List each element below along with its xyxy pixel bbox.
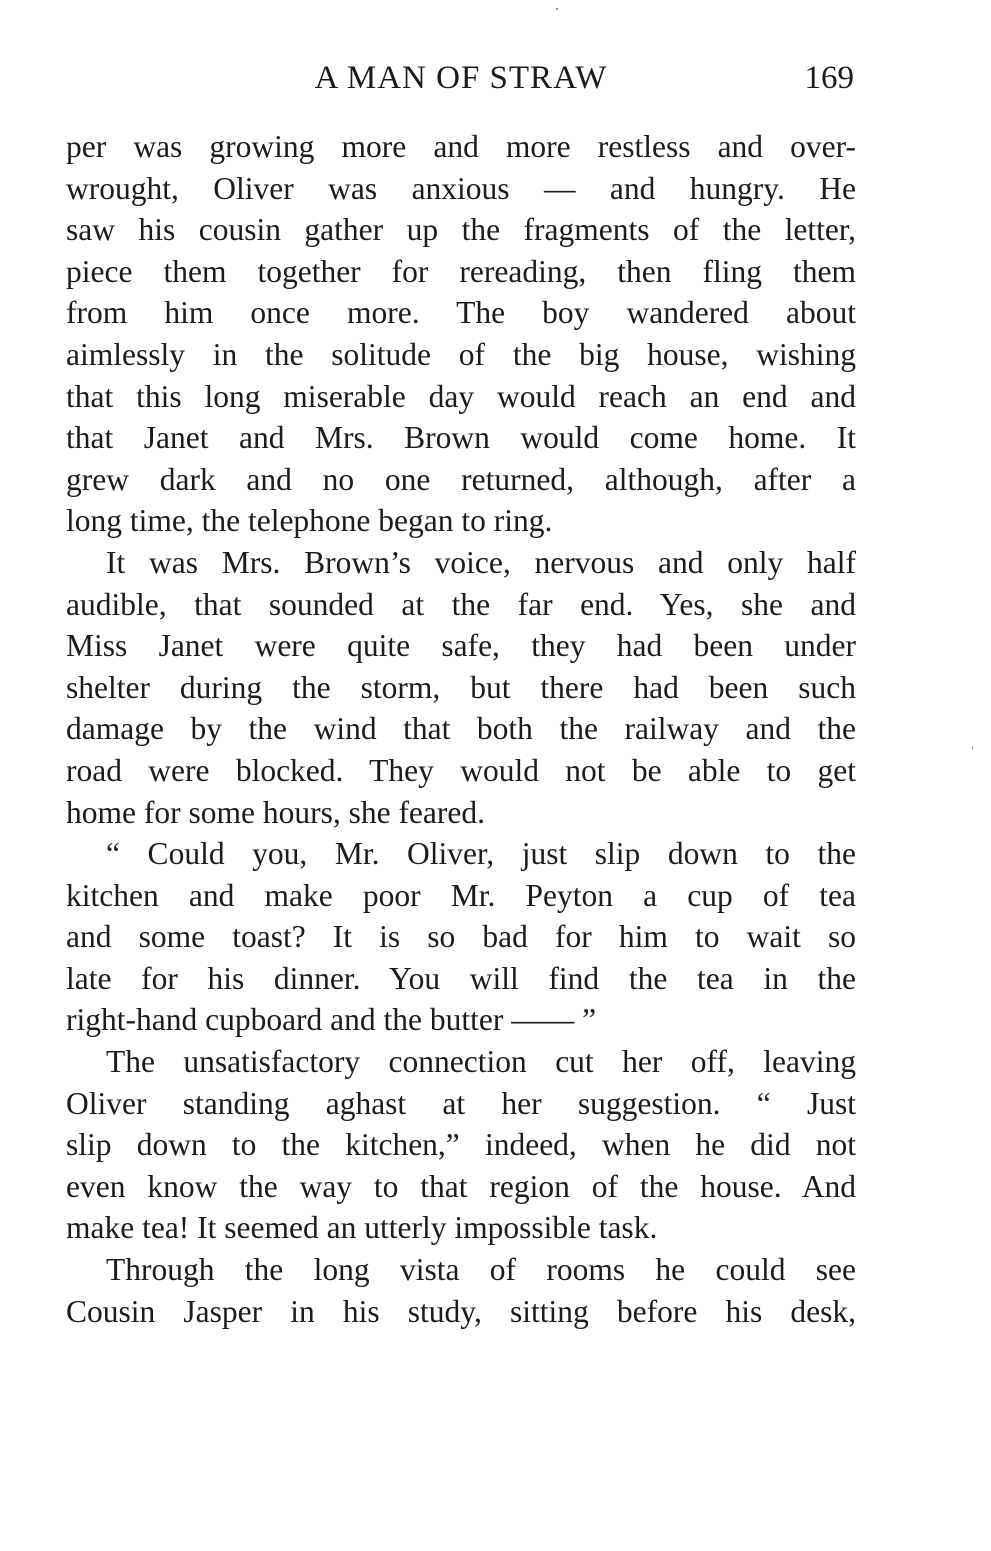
- text-line: Miss Janet were quite safe, they had been under: [66, 628, 856, 664]
- text-line: even know the way to that region of the house. And: [66, 1168, 856, 1204]
- text-line: piece them together for rereading, then fling them: [66, 253, 856, 289]
- text-line: and some toast? It is so bad for him to wait so: [66, 919, 856, 955]
- text-line: It was Mrs. Brown’s voice, nervous and only half: [106, 544, 856, 580]
- page-header: [66, 56, 856, 100]
- text-line: aimlessly in the solitude of the big house, wishing: [66, 336, 856, 372]
- body-text: [66, 126, 856, 1332]
- text-line: Through the long vista of rooms he could see: [106, 1252, 856, 1288]
- text-line: grew dark and no one returned, although, after a: [66, 461, 856, 497]
- text-line: home for some hours, she feared.: [66, 794, 485, 830]
- text-line: Oliver standing aghast at her suggestion. “ Just: [66, 1085, 856, 1121]
- text-line: per was growing more and more restless and over-: [66, 129, 856, 164]
- text-line: long time, the telephone began to ring.: [66, 503, 553, 539]
- text-line: right-hand cupboard and the butter —— ”: [66, 1002, 597, 1038]
- text-line: The unsatisfactory connection cut her off, leaving: [106, 1044, 856, 1080]
- text-line: shelter during the storm, but there had been such: [66, 669, 856, 705]
- text-line: damage by the wind that both the railway and the: [66, 711, 856, 747]
- text-line: kitchen and make poor Mr. Peyton a cup of tea: [66, 877, 856, 913]
- text-line: wrought, Oliver was anxious — and hungry. He: [66, 170, 856, 206]
- text-line: that Janet and Mrs. Brown would come home. It: [66, 420, 856, 456]
- text-line: Cousin Jasper in his study, sitting before his desk,: [66, 1293, 856, 1329]
- running-title: A MAN OF STRAW: [314, 60, 608, 96]
- text-line: road were blocked. They would not be able to get: [66, 752, 856, 788]
- text-line: audible, that sounded at the far end. Yes, she and: [66, 586, 856, 622]
- text-line: slip down to the kitchen,” indeed, when he did not: [66, 1127, 856, 1163]
- page-number: 169: [804, 60, 854, 96]
- text-line: that this long miserable day would reach an end and: [66, 378, 856, 414]
- text-line: late for his dinner. You will find the tea in the: [66, 960, 856, 996]
- print-speck: [972, 746, 973, 749]
- print-speck: [556, 8, 558, 10]
- text-line: from him once more. The boy wandered about: [66, 295, 856, 331]
- text-line: “ Could you, Mr. Oliver, just slip down to the: [106, 836, 856, 872]
- text-line: saw his cousin gather up the fragments of the letter,: [66, 212, 856, 248]
- text-line: make tea! It seemed an utterly impossible task.: [66, 1210, 658, 1246]
